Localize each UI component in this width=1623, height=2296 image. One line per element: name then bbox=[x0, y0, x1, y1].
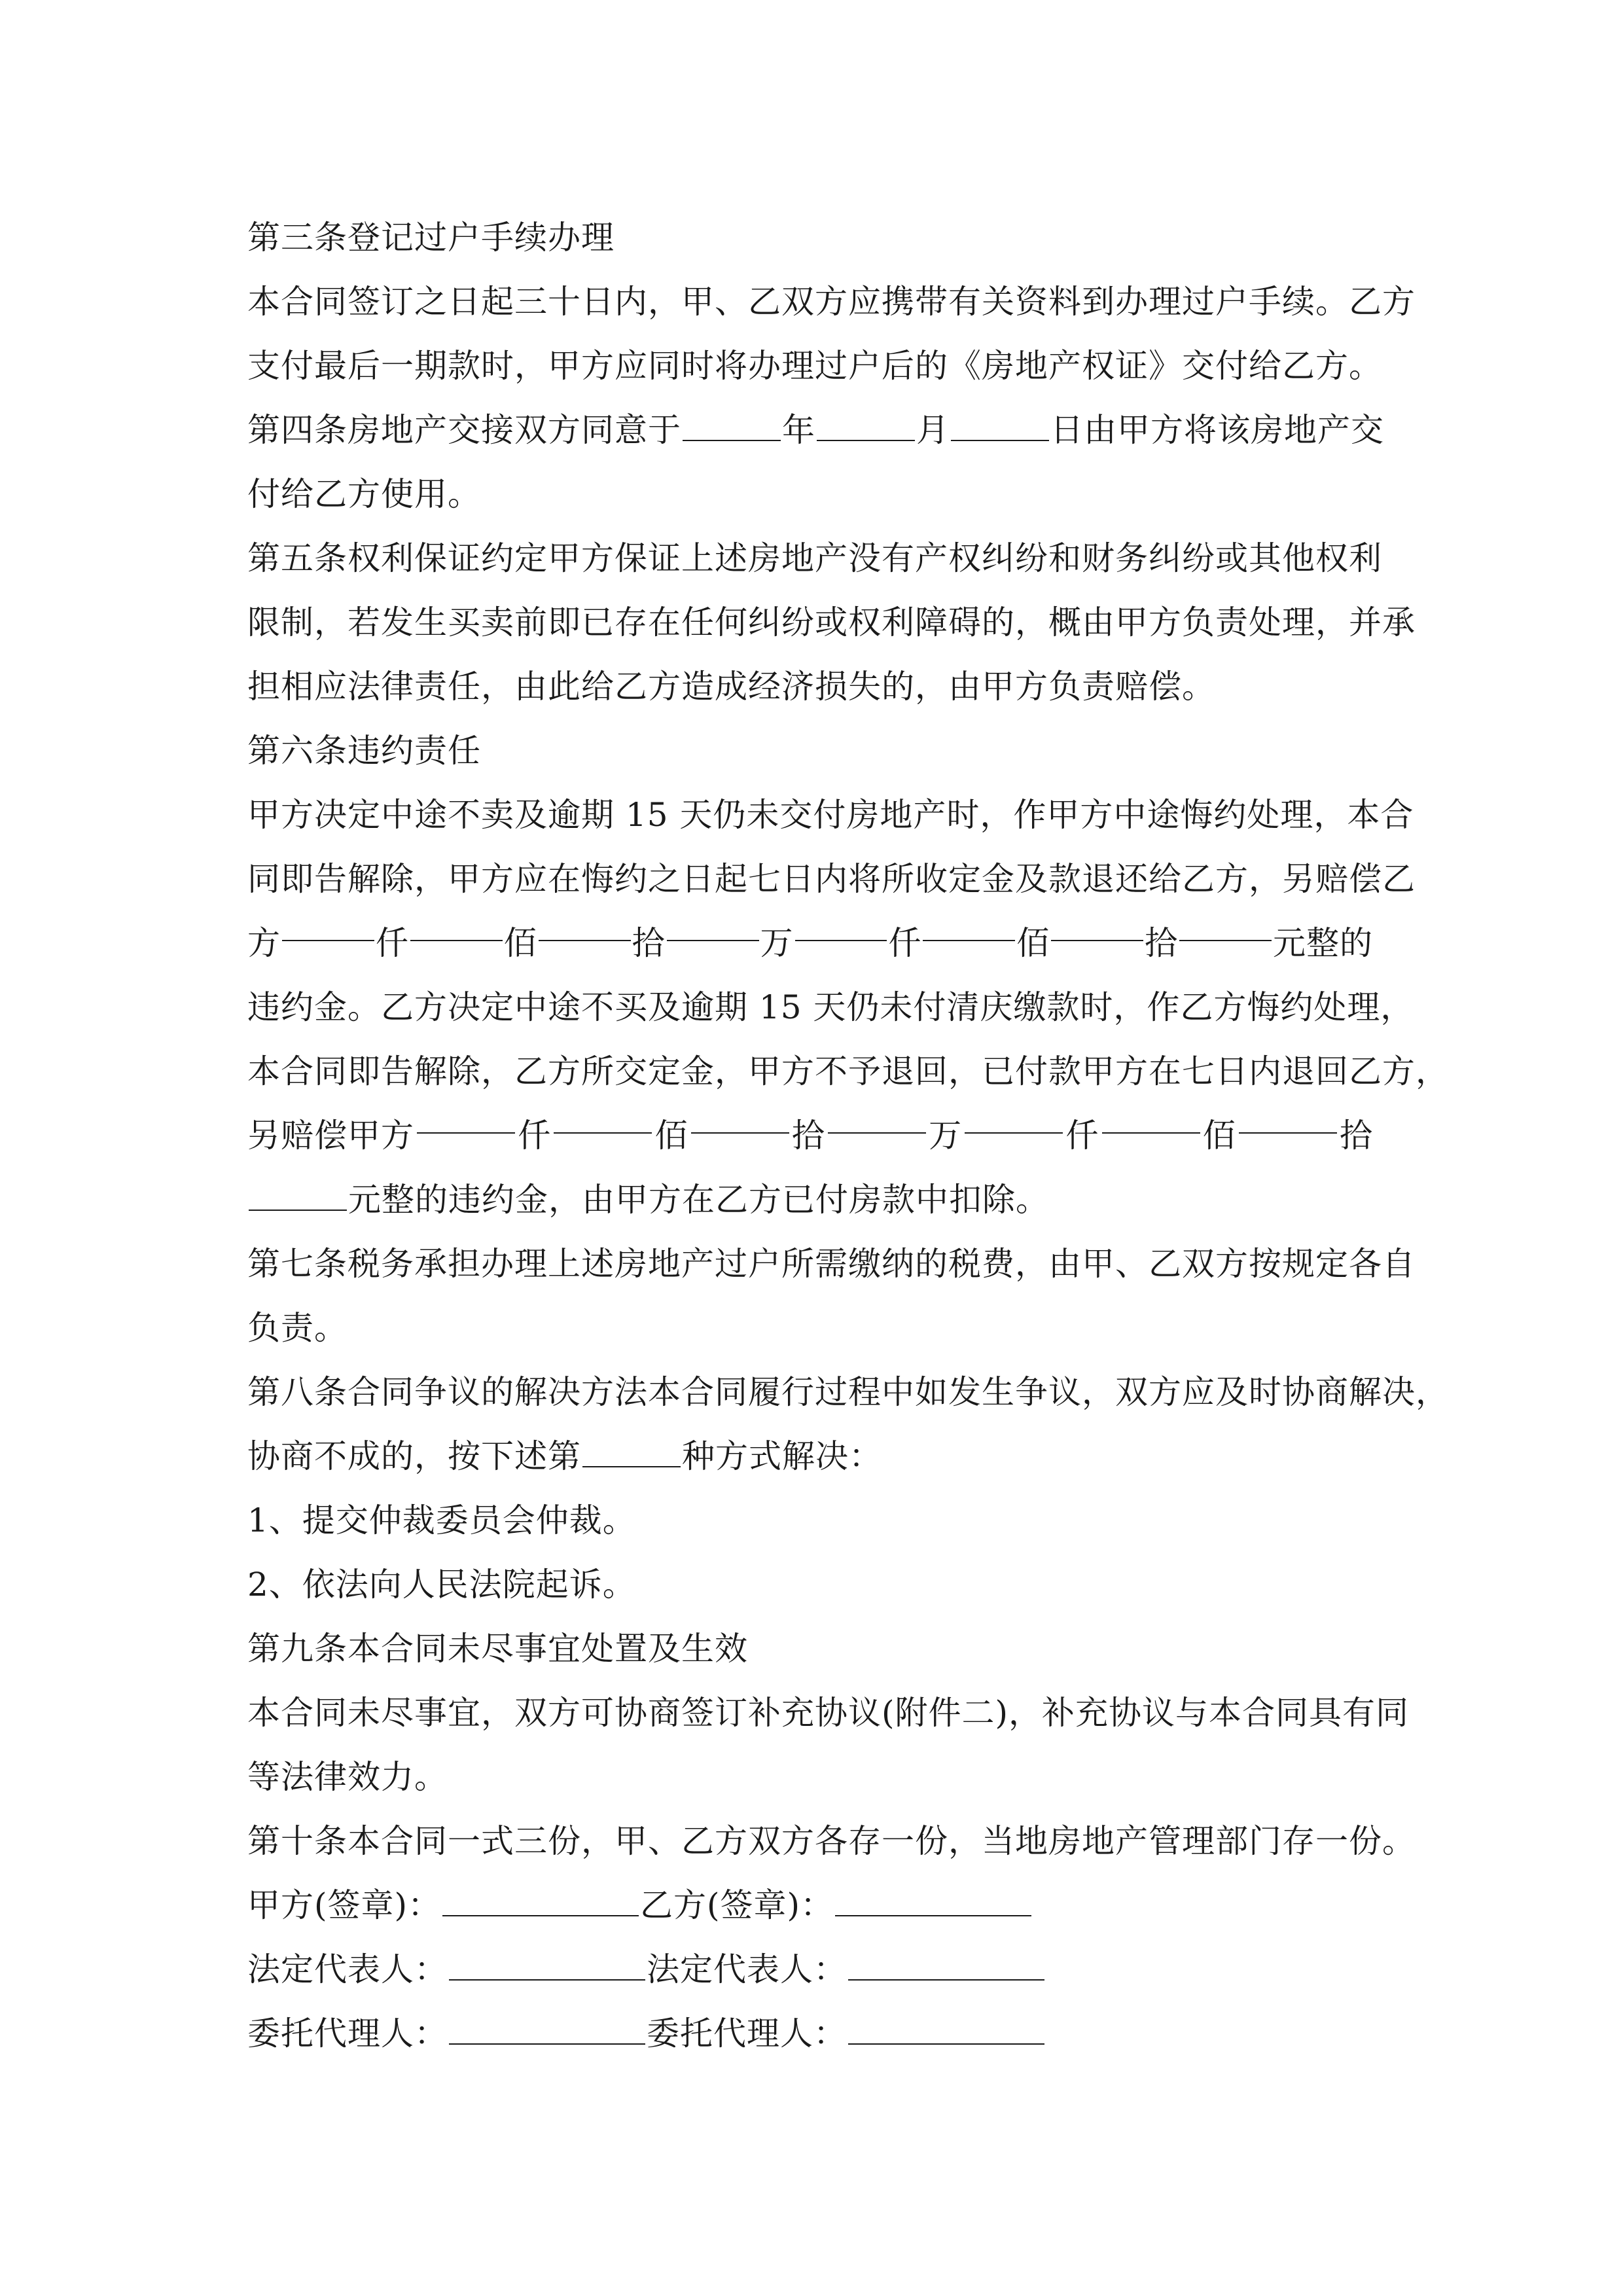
text-span: 佰 bbox=[1016, 924, 1050, 962]
amount-blank bbox=[828, 1103, 926, 1134]
amount-blank bbox=[965, 1103, 1063, 1134]
party-a-legal-rep-blank bbox=[449, 1950, 645, 1981]
contract-page bbox=[247, 206, 1449, 2066]
amount-blank bbox=[554, 1103, 652, 1134]
text-span: 佰 bbox=[1202, 1117, 1236, 1155]
party-b-legal-rep-blank bbox=[848, 1950, 1044, 1981]
paragraph-line: 本合同即告解除，乙方所交定金，甲方不予退回，已付款甲方在七日内退回乙方， bbox=[247, 1052, 1449, 1090]
amount-blank bbox=[1102, 1103, 1200, 1134]
article-9-heading: 第九条本合同未尽事宜处置及生效 bbox=[247, 1630, 748, 1668]
text-span: 拾 bbox=[1339, 1117, 1373, 1155]
paragraph-line bbox=[247, 1424, 1399, 1488]
month-blank bbox=[817, 411, 915, 441]
party-a-agent-blank bbox=[449, 2015, 645, 2045]
text-span: 拾 bbox=[791, 1117, 825, 1155]
text-span: 万 bbox=[760, 924, 794, 962]
list-item: 1、提交仲裁委员会仲裁。 bbox=[247, 1501, 636, 1539]
party-b-seal-label: 乙方(签章)： bbox=[640, 1886, 834, 1924]
signature-row-legal-rep bbox=[247, 1937, 1399, 2001]
paragraph-line: 支付最后一期款时，甲方应同时将办理过户后的《房地产权证》交付给乙方。 bbox=[247, 347, 1382, 385]
penalty-amount-line-b bbox=[247, 1103, 1373, 1168]
paragraph-line: 限制，若发生买卖前即已存在任何纠纷或权利障碍的，概由甲方负责处理，并承 bbox=[247, 603, 1416, 641]
amount-blank bbox=[923, 911, 1015, 941]
text-span: 种方式解决： bbox=[682, 1437, 882, 1475]
article-8-line: 第八条合同争议的解决方法本合同履行过程中如发生争议，双方应及时协商解决， bbox=[247, 1373, 1449, 1411]
list-item: 2、依法向人民法院起诉。 bbox=[247, 1566, 636, 1604]
paragraph-line: 负责。 bbox=[247, 1309, 348, 1347]
text-span: 协商不成的，按下述第 bbox=[247, 1437, 581, 1475]
amount-blank bbox=[667, 911, 759, 941]
amount-blank bbox=[1239, 1103, 1337, 1134]
party-a-legal-rep-label: 法定代表人： bbox=[247, 1950, 448, 1988]
party-a-seal-label: 甲方(签章)： bbox=[247, 1886, 442, 1924]
text-span: 拾 bbox=[1145, 924, 1179, 962]
paragraph-line: 本合同签订之日起三十日内，甲、乙双方应携带有关资料到办理过户手续。乙方 bbox=[247, 283, 1416, 321]
paragraph-line: 同即告解除，甲方应在悔约之日起七日内将所收定金及款退还给乙方，另赔偿乙 bbox=[247, 860, 1416, 898]
text-span: 元整的违约金，由甲方在乙方已付房款中扣除。 bbox=[348, 1181, 1049, 1219]
amount-blank bbox=[795, 911, 887, 941]
year-blank bbox=[683, 411, 781, 441]
party-b-agent-label: 委托代理人： bbox=[647, 2015, 847, 2053]
article-7-line: 第七条税务承担办理上述房地产过户所需缴纳的税费，由甲、乙双方按规定各自 bbox=[247, 1245, 1416, 1283]
text-span: 另赔偿甲方 bbox=[247, 1117, 414, 1155]
paragraph-line: 等法律效力。 bbox=[247, 1758, 448, 1796]
text-span: 拾 bbox=[632, 924, 666, 962]
signature-row-seal bbox=[247, 1873, 1399, 1937]
amount-blank bbox=[417, 1103, 515, 1134]
article-3-heading: 第三条登记过户手续办理 bbox=[247, 219, 615, 257]
amount-blank bbox=[249, 1181, 347, 1211]
paragraph-line: 本合同未尽事宜，双方可协商签订补充协议(附件二)，补充协议与本合同具有同 bbox=[247, 1694, 1410, 1732]
party-b-seal-blank bbox=[835, 1886, 1031, 1916]
amount-blank bbox=[1179, 911, 1272, 941]
text-span: 年 bbox=[782, 411, 815, 449]
amount-blank bbox=[539, 911, 631, 941]
text-span: 佰 bbox=[654, 1117, 688, 1155]
article-6-heading: 第六条违约责任 bbox=[247, 732, 481, 770]
method-blank bbox=[582, 1437, 681, 1467]
paragraph-line: 担相应法律责任，由此给乙方造成经济损失的，由甲方负责赔偿。 bbox=[247, 668, 1215, 706]
text-span: 万 bbox=[929, 1117, 963, 1155]
text-span: 元整的 bbox=[1273, 924, 1373, 962]
paragraph-line: 付给乙方使用。 bbox=[247, 475, 481, 513]
text-span: 仟 bbox=[518, 1117, 552, 1155]
amount-blank bbox=[282, 911, 374, 941]
text-span: 日由甲方将该房地产交 bbox=[1050, 411, 1384, 449]
penalty-amount-line-a bbox=[247, 911, 1373, 975]
paragraph-line: 甲方决定中途不卖及逾期 15 天仍未交付房地产时，作甲方中途悔约处理，本合 bbox=[247, 796, 1414, 834]
text-span: 仟 bbox=[888, 924, 922, 962]
article-10-line: 第十条本合同一式三份，甲、乙方双方各存一份，当地房地产管理部门存一份。 bbox=[247, 1822, 1416, 1860]
text-span: 仟 bbox=[1065, 1117, 1099, 1155]
amount-blank bbox=[691, 1103, 789, 1134]
party-a-seal-blank bbox=[442, 1886, 639, 1916]
article-5-line: 第五条权利保证约定甲方保证上述房地产没有产权纠纷和财务纠纷或其他权利 bbox=[247, 539, 1382, 577]
text-span: 第四条房地产交接双方同意于 bbox=[247, 411, 681, 449]
paragraph-line: 违约金。乙方决定中途不买及逾期 15 天仍未付清庆缴款时，作乙方悔约处理， bbox=[247, 988, 1414, 1026]
day-blank bbox=[951, 411, 1049, 441]
party-a-agent-label: 委托代理人： bbox=[247, 2015, 448, 2053]
text-span: 佰 bbox=[503, 924, 537, 962]
party-b-agent-blank bbox=[848, 2015, 1044, 2045]
text-span: 方 bbox=[247, 924, 281, 962]
signature-row-agent bbox=[247, 2001, 1399, 2066]
article-4-line bbox=[247, 398, 1399, 462]
text-span: 仟 bbox=[375, 924, 409, 962]
party-b-legal-rep-label: 法定代表人： bbox=[647, 1950, 847, 1988]
amount-blank bbox=[410, 911, 503, 941]
text-span: 月 bbox=[916, 411, 950, 449]
paragraph-line bbox=[247, 1168, 1399, 1232]
amount-blank bbox=[1051, 911, 1143, 941]
